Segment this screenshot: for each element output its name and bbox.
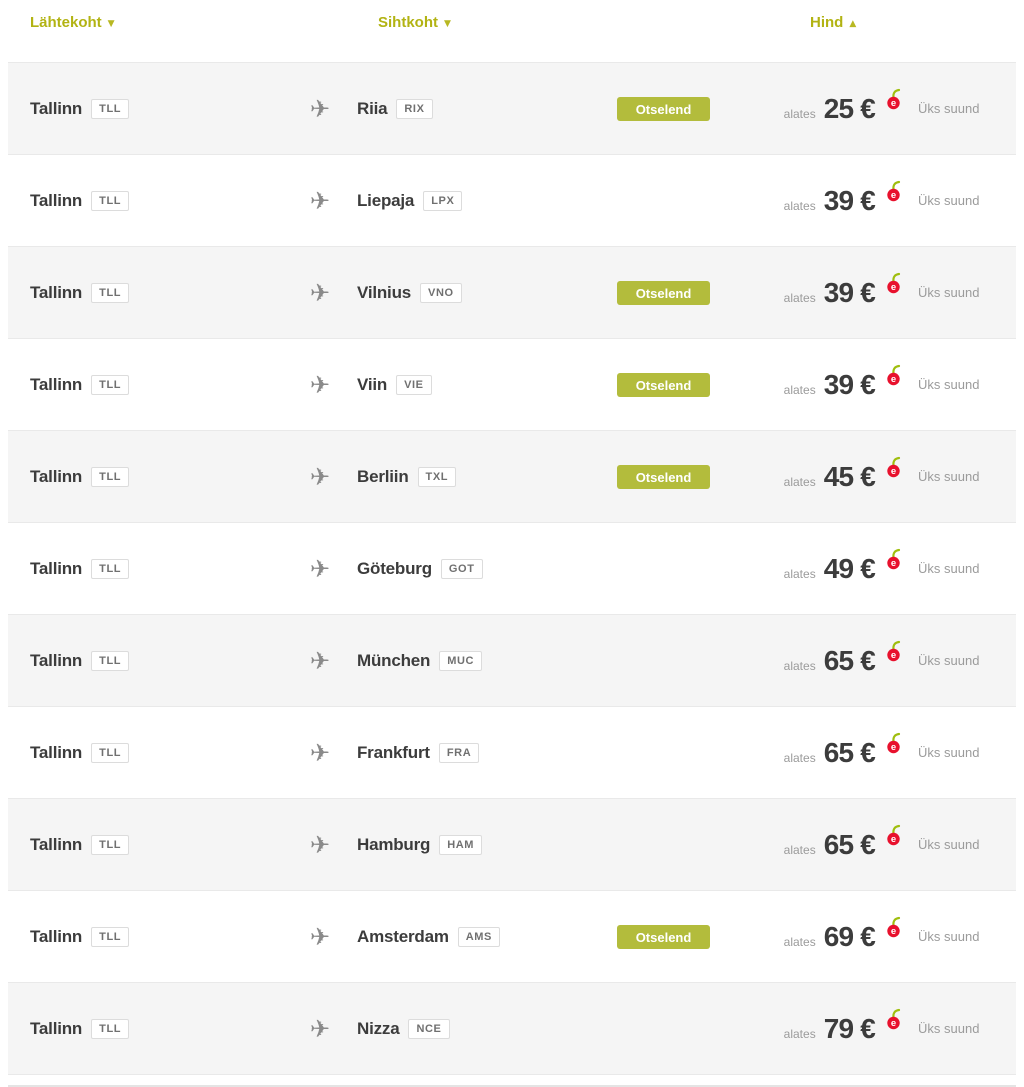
cherry-icon	[885, 179, 902, 207]
direct-flight-cell	[610, 833, 760, 857]
price-prefix-label: alates	[783, 290, 816, 305]
route-list-header	[0, 0, 1024, 62]
one-way-label: Üks suund	[918, 561, 980, 576]
price-prefix-label: alates	[783, 750, 816, 765]
origin-city: Tallinn	[30, 558, 83, 578]
destination-city: Nizza	[357, 1018, 400, 1038]
direct-flight-badge: Otselend	[617, 281, 710, 305]
airplane-icon: ✈	[309, 94, 331, 123]
svg-text:e: e	[890, 557, 897, 569]
price-prefix-label: alates	[783, 842, 816, 857]
direct-flight-cell	[610, 1017, 760, 1041]
direct-flight-cell	[610, 465, 760, 489]
price-group	[760, 461, 875, 493]
plane-cell	[283, 646, 357, 675]
one-way-label: Üks suund	[918, 745, 980, 760]
price-value: 25 €	[823, 92, 875, 124]
price-cell	[760, 179, 1016, 223]
price-group	[760, 553, 875, 585]
price-cell	[760, 823, 1016, 867]
origin-airport-code-badge: TLL	[91, 651, 129, 671]
origin-cell	[30, 99, 283, 119]
origin-cell	[30, 1019, 283, 1039]
price-cell	[760, 639, 1016, 683]
svg-text:e: e	[890, 189, 897, 201]
origin-cell	[30, 191, 283, 211]
direct-flight-cell	[610, 649, 760, 673]
one-way-label: Üks suund	[918, 1021, 980, 1036]
svg-text:e: e	[890, 97, 897, 109]
airplane-icon: ✈	[309, 738, 331, 767]
airplane-icon: ✈	[309, 462, 331, 491]
price-cell	[760, 455, 1016, 499]
origin-cell	[30, 283, 283, 303]
origin-airport-code-badge: TLL	[91, 375, 129, 395]
origin-city: Tallinn	[30, 98, 83, 118]
origin-city: Tallinn	[30, 282, 83, 302]
destination-city: Göteburg	[357, 558, 432, 578]
destination-city: Riia	[357, 98, 388, 118]
origin-city: Tallinn	[30, 466, 83, 486]
price-cell	[760, 87, 1016, 131]
plane-cell	[283, 278, 357, 307]
cherry-icon	[885, 1007, 902, 1035]
destination-airport-code-badge: LPX	[423, 191, 462, 211]
route-row[interactable]	[8, 707, 1016, 798]
origin-city: Tallinn	[30, 834, 83, 854]
origin-airport-code-badge: TLL	[91, 191, 129, 211]
one-way-label: Üks suund	[918, 193, 980, 208]
price-cell	[760, 547, 1016, 591]
price-group	[760, 277, 875, 309]
direct-flight-cell	[610, 373, 760, 397]
destination-cell	[357, 927, 610, 947]
destination-city: Viin	[357, 374, 388, 394]
origin-cell	[30, 927, 283, 947]
origin-airport-code-badge: TLL	[91, 283, 129, 303]
price-value: 45 €	[823, 460, 875, 492]
direct-flight-cell	[610, 281, 760, 305]
airplane-icon: ✈	[309, 922, 331, 951]
sort-header-price[interactable]	[810, 14, 856, 31]
destination-airport-code-badge: GOT	[441, 559, 483, 579]
plane-cell	[283, 462, 357, 491]
sort-desc-icon: ▼	[444, 19, 451, 29]
price-group	[760, 829, 875, 861]
cherry-icon	[885, 271, 902, 299]
price-cell	[760, 1007, 1016, 1051]
origin-cell	[30, 467, 283, 487]
route-list	[0, 62, 1024, 1075]
price-prefix-label: alates	[783, 382, 816, 397]
sort-asc-icon: ▲	[849, 19, 857, 29]
price-column-label: Hind	[810, 14, 844, 31]
price-group	[760, 185, 875, 217]
price-prefix-label: alates	[783, 1026, 816, 1041]
price-group	[760, 921, 875, 953]
origin-cell	[30, 835, 283, 855]
direct-flight-badge: Otselend	[617, 373, 710, 397]
direct-flight-cell	[610, 189, 760, 213]
destination-city: Amsterdam	[357, 926, 449, 946]
route-row[interactable]	[8, 430, 1016, 523]
airplane-icon: ✈	[309, 554, 331, 583]
direct-flight-badge: Otselend	[617, 925, 710, 949]
destination-cell	[357, 743, 610, 763]
cherry-icon	[885, 731, 902, 759]
price-prefix-label: alates	[783, 106, 816, 121]
airplane-icon: ✈	[309, 370, 331, 399]
route-row[interactable]	[8, 614, 1016, 707]
price-value: 65 €	[823, 644, 875, 676]
svg-text:e: e	[890, 465, 897, 477]
destination-cell	[357, 651, 610, 671]
price-value: 65 €	[823, 736, 875, 768]
route-row[interactable]	[8, 62, 1016, 155]
plane-cell	[283, 370, 357, 399]
destination-cell	[357, 1019, 610, 1039]
origin-airport-code-badge: TLL	[91, 743, 129, 763]
destination-airport-code-badge: MUC	[439, 651, 482, 671]
origin-column-label: Lähtekoht	[30, 14, 102, 31]
destination-airport-code-badge: NCE	[408, 1019, 449, 1039]
price-cell	[760, 271, 1016, 315]
one-way-label: Üks suund	[918, 377, 980, 392]
cherry-icon	[885, 87, 902, 115]
price-value: 79 €	[823, 1012, 875, 1044]
one-way-label: Üks suund	[918, 101, 980, 116]
price-value: 69 €	[823, 920, 875, 952]
plane-cell	[283, 554, 357, 583]
price-value: 39 €	[823, 368, 875, 400]
destination-cell	[357, 835, 610, 855]
origin-airport-code-badge: TLL	[91, 1019, 129, 1039]
destination-airport-code-badge: HAM	[439, 835, 482, 855]
cherry-icon	[885, 639, 902, 667]
cherry-icon	[885, 363, 902, 391]
airplane-icon: ✈	[309, 646, 331, 675]
cherry-icon	[885, 547, 902, 575]
destination-cell	[357, 283, 610, 303]
price-value: 39 €	[823, 276, 875, 308]
airplane-icon: ✈	[309, 830, 331, 859]
price-group	[760, 645, 875, 677]
origin-airport-code-badge: TLL	[91, 559, 129, 579]
svg-text:e: e	[890, 373, 897, 385]
price-value: 65 €	[823, 828, 875, 860]
cherry-icon	[885, 455, 902, 483]
destination-airport-code-badge: AMS	[458, 927, 500, 947]
sort-desc-icon: ▼	[107, 19, 115, 29]
origin-city: Tallinn	[30, 926, 83, 946]
origin-cell	[30, 743, 283, 763]
price-group	[760, 1013, 875, 1045]
airplane-icon: ✈	[309, 1014, 331, 1043]
price-group	[760, 369, 875, 401]
price-prefix-label: alates	[783, 566, 816, 581]
plane-cell	[283, 922, 357, 951]
destination-city: München	[357, 650, 431, 670]
origin-airport-code-badge: TLL	[91, 927, 129, 947]
sort-header-destination[interactable]	[378, 14, 451, 31]
route-row[interactable]	[8, 339, 1016, 430]
cherry-icon	[885, 823, 902, 851]
price-cell	[760, 731, 1016, 775]
direct-flight-cell	[610, 925, 760, 949]
price-value: 49 €	[823, 552, 875, 584]
origin-city: Tallinn	[30, 374, 83, 394]
route-row[interactable]	[8, 891, 1016, 982]
destination-airport-code-badge: RIX	[396, 99, 432, 119]
svg-text:e: e	[890, 741, 897, 753]
destination-city: Frankfurt	[357, 742, 430, 762]
origin-airport-code-badge: TLL	[91, 467, 129, 487]
direct-flight-badge: Otselend	[617, 465, 710, 489]
price-cell	[760, 363, 1016, 407]
destination-column-label: Sihtkoht	[378, 14, 438, 31]
cherry-icon	[885, 915, 902, 943]
price-prefix-label: alates	[783, 198, 816, 213]
direct-flight-cell	[610, 741, 760, 765]
route-row[interactable]	[8, 982, 1016, 1075]
airplane-icon: ✈	[309, 278, 331, 307]
destination-cell	[357, 467, 610, 487]
destination-airport-code-badge: TXL	[418, 467, 457, 487]
destination-city: Berliin	[357, 466, 409, 486]
route-row[interactable]	[8, 798, 1016, 891]
origin-city: Tallinn	[30, 650, 83, 670]
origin-city: Tallinn	[30, 1018, 83, 1038]
origin-airport-code-badge: TLL	[91, 835, 129, 855]
price-cell	[760, 915, 1016, 959]
svg-text:e: e	[890, 833, 897, 845]
svg-text:e: e	[890, 281, 897, 293]
one-way-label: Üks suund	[918, 653, 980, 668]
one-way-label: Üks suund	[918, 837, 980, 852]
origin-cell	[30, 375, 283, 395]
destination-cell	[357, 191, 610, 211]
destination-airport-code-badge: VNO	[420, 283, 462, 303]
destination-city: Liepaja	[357, 190, 415, 210]
plane-cell	[283, 830, 357, 859]
plane-cell	[283, 94, 357, 123]
airplane-icon: ✈	[309, 186, 331, 215]
destination-airport-code-badge: FRA	[439, 743, 479, 763]
price-group	[760, 737, 875, 769]
sort-header-origin[interactable]	[30, 14, 115, 31]
origin-cell	[30, 651, 283, 671]
origin-cell	[30, 559, 283, 579]
price-value: 39 €	[823, 184, 875, 216]
price-prefix-label: alates	[783, 934, 816, 949]
one-way-label: Üks suund	[918, 469, 980, 484]
svg-text:e: e	[890, 649, 897, 661]
one-way-label: Üks suund	[918, 929, 980, 944]
plane-cell	[283, 1014, 357, 1043]
route-row[interactable]	[8, 523, 1016, 614]
destination-cell	[357, 99, 610, 119]
svg-text:e: e	[890, 925, 897, 937]
svg-text:e: e	[890, 1017, 897, 1029]
price-group	[760, 93, 875, 125]
direct-flight-cell	[610, 97, 760, 121]
route-row[interactable]	[8, 155, 1016, 246]
destination-city: Vilnius	[357, 282, 412, 302]
origin-city: Tallinn	[30, 742, 83, 762]
destination-cell	[357, 559, 610, 579]
direct-flight-cell	[610, 557, 760, 581]
route-row[interactable]	[8, 246, 1016, 339]
plane-cell	[283, 738, 357, 767]
one-way-label: Üks suund	[918, 285, 980, 300]
price-prefix-label: alates	[783, 658, 816, 673]
destination-airport-code-badge: VIE	[396, 375, 432, 395]
plane-cell	[283, 186, 357, 215]
destination-city: Hamburg	[357, 834, 431, 854]
origin-airport-code-badge: TLL	[91, 99, 129, 119]
destination-cell	[357, 375, 610, 395]
origin-city: Tallinn	[30, 190, 83, 210]
direct-flight-badge: Otselend	[617, 97, 710, 121]
price-prefix-label: alates	[783, 474, 816, 489]
